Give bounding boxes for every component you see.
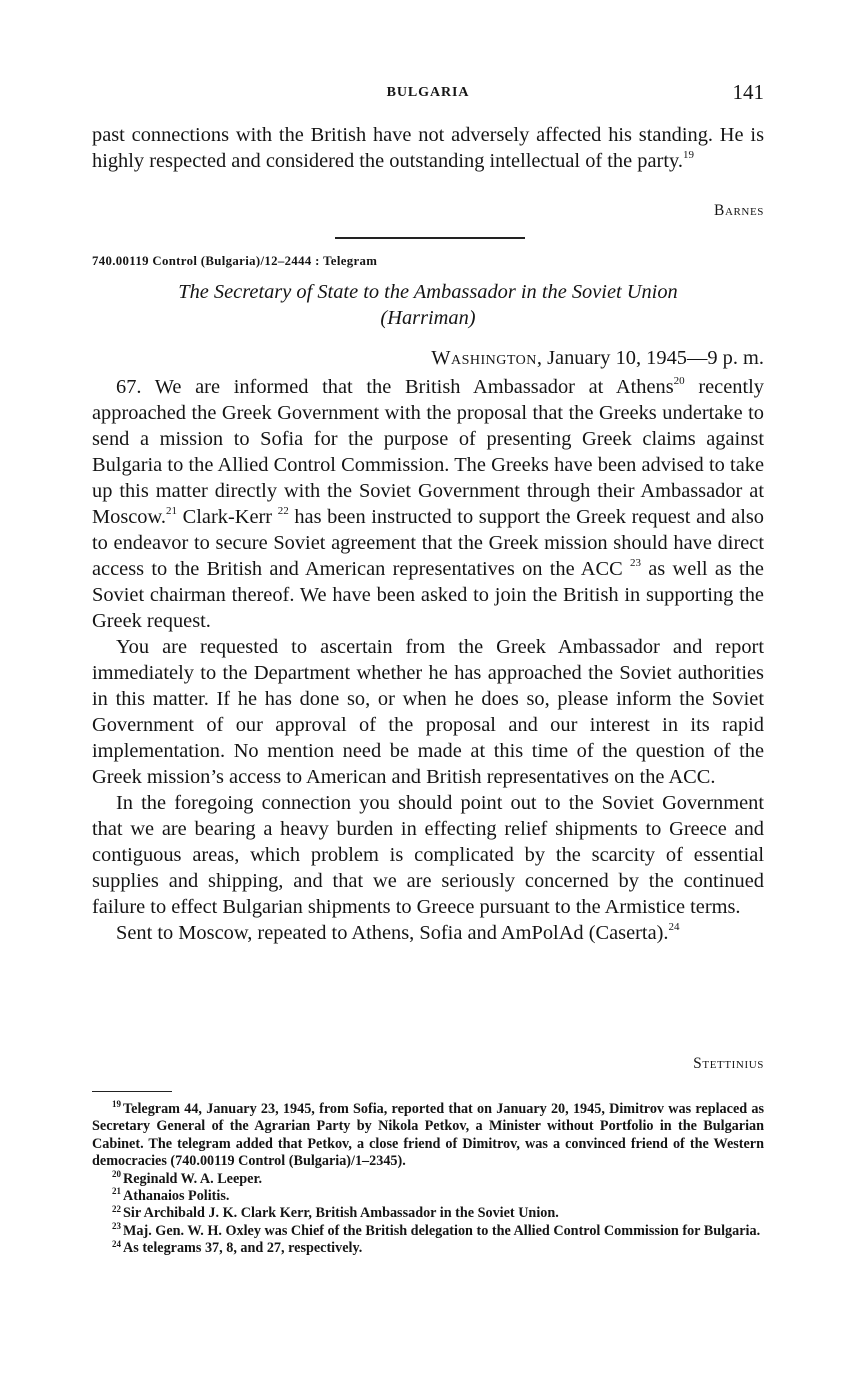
footnote-20-number: 20 <box>112 1168 121 1179</box>
dateline-place: Washington <box>431 347 537 369</box>
footnote-ref-23[interactable]: 23 <box>629 557 641 570</box>
paragraph-1-part-5: as well as the Soviet chairman thereof. We have been asked to join the British in supporting the Greek request. <box>92 558 764 632</box>
file-reference: 740.00119 Control (Bulgaria)/12–2444 : Telegram <box>92 254 378 268</box>
running-head <box>92 80 764 104</box>
footnote-20 <box>92 1168 764 1188</box>
footnote-24 <box>92 1240 764 1257</box>
footnote-ref-20[interactable]: 20 <box>673 375 685 388</box>
paragraph-1-part-2: recently approached the Greek Government with the proposal that the Greeks undertake to send a mission to Sofia for the purpose of presenting Greek claims against Bulgaria to the Allied Control Commission. The Greeks have been advised to take up this matter directly with the Soviet Government through their Ambassador at Moscow. <box>92 376 764 528</box>
footnote-19-number: 19 <box>112 1099 121 1110</box>
signature-stettinius <box>693 1055 764 1073</box>
page-number: 141 <box>732 80 764 104</box>
signature-stettinius-source: Stettinius <box>693 1055 764 1072</box>
footnote-23-number: 23 <box>112 1221 121 1232</box>
footnote-20-text: Reginald W. A. Leeper. <box>123 1170 263 1187</box>
footnote-divider <box>92 1091 172 1092</box>
footnote-19 <box>92 1101 764 1171</box>
signature-barnes <box>714 202 764 220</box>
telegram-body <box>92 374 764 946</box>
document-title-line-1: The Secretary of State to the Ambassador in the Soviet Union <box>178 281 678 303</box>
signature-barnes-source: Barnes <box>714 202 764 219</box>
footnote-22-text: Sir Archibald J. K. Clark Kerr, British Ambassador in the Soviet Union. <box>123 1205 559 1222</box>
footnote-22 <box>92 1205 764 1222</box>
footnote-ref-24[interactable]: 24 <box>668 921 680 934</box>
footnote-21 <box>92 1188 764 1205</box>
continued-paragraph <box>92 122 764 174</box>
footnote-23 <box>92 1223 764 1240</box>
paragraph-1-part-4: has been instructed to support the Greek request and also to endeavor to secure Soviet agreement that the Greek mission should have direct access to the British and American representatives on the ACC <box>92 506 764 580</box>
section-divider <box>335 237 525 239</box>
paragraph-3: In the foregoing connection you should point out to the Soviet Government that we are bearing a heavy burden in effecting relief shipments to Greece and contiguous areas, which problem is complicated by the scarcity of essential supplies and shipping, and that we are seriously concerned by the continued failure to effect Bulgarian shipments to Greece pursuant to the Armistice terms. <box>92 792 764 918</box>
paragraph-4 <box>92 920 764 946</box>
running-title: BULGARIA <box>386 85 470 100</box>
continued-paragraph-text: past connections with the British have not adversely affected his standing. He is highly respected and considered the outstanding intellectual of the party. <box>92 124 764 172</box>
footnote-22-number: 22 <box>112 1203 121 1214</box>
document-title-line-2: (Harriman) <box>380 307 476 329</box>
paragraph-1 <box>92 374 764 634</box>
footnote-21-number: 21 <box>112 1186 121 1197</box>
footnote-21-text: Athanaios Politis. <box>123 1188 230 1205</box>
paragraph-4-text: Sent to Moscow, repeated to Athens, Sofia and AmPolAd (Caserta). <box>116 922 669 944</box>
paragraph-2: You are requested to ascertain from the Greek Ambassador and report immediately to the Department whether he has approached the Soviet authorities in this matter. If he has done so, or when he does so, please inform the Soviet Government of our approval of the proposal and our interest in its rapid implementation. No mention need be made at this time of the question of the Greek mission’s access to American and British representatives on the ACC. <box>92 636 764 788</box>
dateline-date: , January 10, 1945—9 p. m. <box>536 347 764 369</box>
paragraph-1-part-1: 67. We are informed that the British Ambassador at Athens <box>116 376 674 398</box>
footnote-ref-21[interactable]: 21 <box>166 505 178 518</box>
footnotes <box>92 1101 764 1258</box>
footnote-19-text: Telegram 44, January 23, 1945, from Sofia, reported that on January 20, 1945, Dimitrov was replaced as Secretary General of the Agrarian Party by Nikola Petkov, a Minister without Portfolio in the Bulgarian Cabinet. The telegram added that Petkov, a close friend of Dimitrov, was a convinced friend of the Western democracies (740.00119 Control (Bulgaria)/1–2345). <box>92 1101 764 1170</box>
footnote-24-number: 24 <box>112 1238 121 1249</box>
footnote-ref-22[interactable]: 22 <box>277 505 289 518</box>
footnote-ref-19[interactable]: 19 <box>682 149 694 162</box>
paragraph-1-part-3: Clark-Kerr <box>177 506 278 528</box>
footnote-24-text: As telegrams 37, 8, and 27, respectively. <box>123 1240 363 1257</box>
dateline <box>431 347 764 370</box>
footnote-23-text: Maj. Gen. W. H. Oxley was Chief of the British delegation to the Allied Control Commission for Bulgaria. <box>123 1222 761 1239</box>
document-title <box>112 279 744 331</box>
